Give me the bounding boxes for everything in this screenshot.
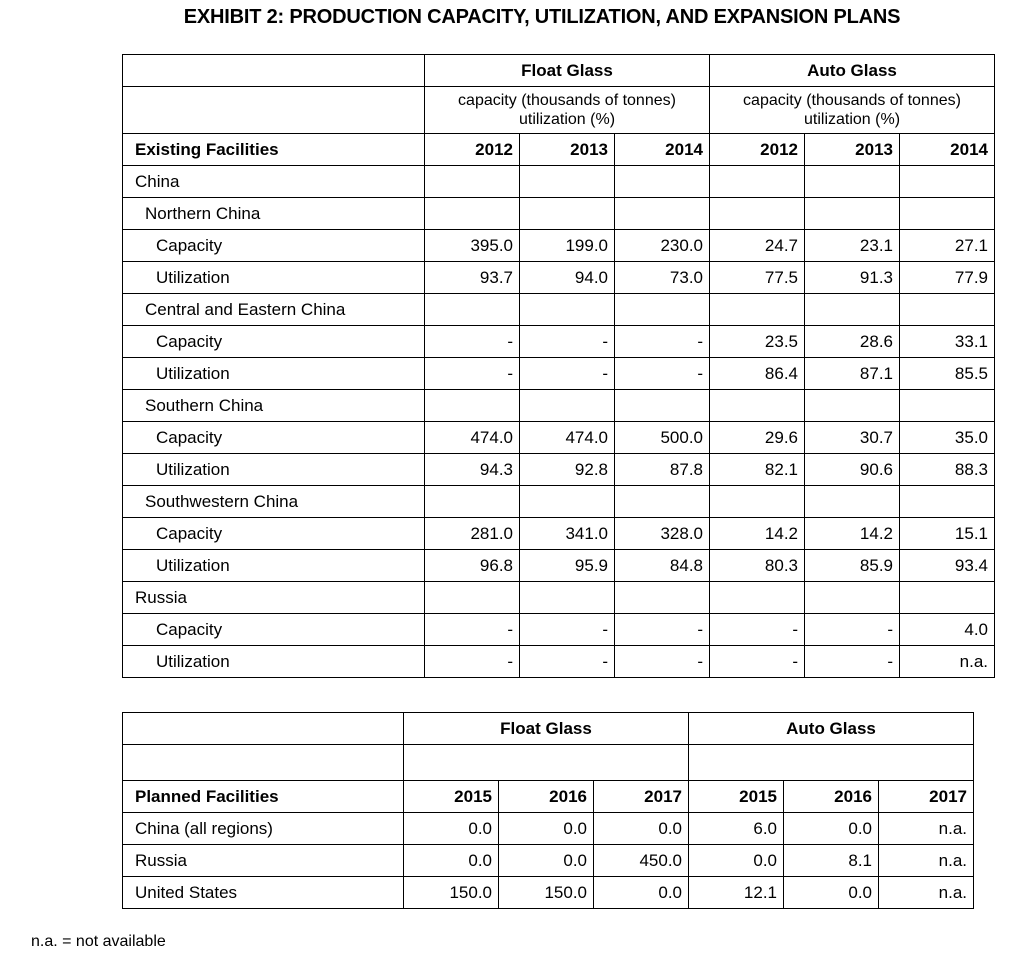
table-row <box>123 294 995 326</box>
data-cell <box>805 390 900 422</box>
data-cell: 35.0 <box>900 422 995 454</box>
row-label: Capacity <box>123 422 425 454</box>
data-cell: 91.3 <box>805 262 900 294</box>
data-cell: - <box>425 326 520 358</box>
data-cell <box>900 294 995 326</box>
data-cell: 28.6 <box>805 326 900 358</box>
data-cell: n.a. <box>900 646 995 678</box>
data-cell: 8.1 <box>784 845 879 877</box>
data-cell: 94.3 <box>425 454 520 486</box>
row-label: Northern China <box>123 198 425 230</box>
data-cell: - <box>520 358 615 390</box>
data-cell: 474.0 <box>520 422 615 454</box>
data-cell: 33.1 <box>900 326 995 358</box>
data-cell <box>425 582 520 614</box>
group-header-row <box>123 55 995 87</box>
data-cell <box>710 486 805 518</box>
data-cell: 23.5 <box>710 326 805 358</box>
data-cell: 0.0 <box>594 877 689 909</box>
data-cell <box>710 294 805 326</box>
year-header-cell: 2016 <box>499 781 594 813</box>
table-row <box>123 262 995 294</box>
group-header-float-glass: Float Glass <box>404 713 689 745</box>
data-cell <box>615 486 710 518</box>
unit-line-capacity: capacity (thousands of tonnes) <box>458 92 676 109</box>
data-cell <box>520 198 615 230</box>
table-row <box>123 390 995 422</box>
data-cell <box>805 582 900 614</box>
column-header-existing-facilities: Existing Facilities <box>123 134 425 166</box>
data-cell: 82.1 <box>710 454 805 486</box>
year-header-cell: 2013 <box>520 134 615 166</box>
data-cell: - <box>805 614 900 646</box>
data-cell: 93.7 <box>425 262 520 294</box>
data-cell: 6.0 <box>689 813 784 845</box>
data-cell <box>710 582 805 614</box>
data-cell: n.a. <box>879 877 974 909</box>
data-cell: 0.0 <box>594 813 689 845</box>
footnote: n.a. = not available <box>31 933 166 950</box>
data-cell: 199.0 <box>520 230 615 262</box>
table-row <box>123 550 995 582</box>
table-row <box>123 358 995 390</box>
table-row <box>123 486 995 518</box>
year-header-cell: 2012 <box>710 134 805 166</box>
row-label: Southern China <box>123 390 425 422</box>
data-cell: 341.0 <box>520 518 615 550</box>
data-cell <box>900 582 995 614</box>
table-row <box>123 813 974 845</box>
data-cell <box>805 166 900 198</box>
data-cell: 150.0 <box>404 877 499 909</box>
data-cell: 4.0 <box>900 614 995 646</box>
row-label: Utilization <box>123 454 425 486</box>
group-header-row <box>123 713 974 745</box>
data-cell: 73.0 <box>615 262 710 294</box>
data-cell <box>900 166 995 198</box>
empty-corner-cell <box>123 713 404 745</box>
data-cell: 150.0 <box>499 877 594 909</box>
table-row <box>123 646 995 678</box>
data-cell <box>425 198 520 230</box>
data-cell: 230.0 <box>615 230 710 262</box>
data-cell <box>805 294 900 326</box>
data-cell: 77.9 <box>900 262 995 294</box>
year-header-cell: 2015 <box>404 781 499 813</box>
year-header-row <box>123 781 974 813</box>
row-label: Capacity <box>123 614 425 646</box>
row-label: Utilization <box>123 646 425 678</box>
table-row <box>123 845 974 877</box>
data-cell <box>900 390 995 422</box>
data-cell: 95.9 <box>520 550 615 582</box>
unit-line-capacity: capacity (thousands of tonnes) <box>743 92 961 109</box>
data-cell: - <box>425 358 520 390</box>
row-label: Russia <box>123 582 425 614</box>
data-cell: n.a. <box>879 845 974 877</box>
data-cell: 0.0 <box>404 845 499 877</box>
data-cell <box>805 486 900 518</box>
column-header-planned-facilities: Planned Facilities <box>123 781 404 813</box>
year-header-row <box>123 134 995 166</box>
empty-unit-cell <box>404 745 689 781</box>
data-cell: 87.8 <box>615 454 710 486</box>
data-cell: - <box>520 646 615 678</box>
row-label: Southwestern China <box>123 486 425 518</box>
row-label: Russia <box>123 845 404 877</box>
data-cell <box>425 390 520 422</box>
data-cell <box>710 390 805 422</box>
data-cell <box>615 390 710 422</box>
data-cell: - <box>710 646 805 678</box>
year-header-cell: 2015 <box>689 781 784 813</box>
data-cell: - <box>615 326 710 358</box>
data-cell: n.a. <box>879 813 974 845</box>
data-cell: 93.4 <box>900 550 995 582</box>
data-cell <box>425 166 520 198</box>
table-row <box>123 614 995 646</box>
existing-facilities-table <box>122 54 995 678</box>
unit-description-cell <box>425 87 710 134</box>
row-label: Utilization <box>123 262 425 294</box>
data-cell: 92.8 <box>520 454 615 486</box>
data-cell: 96.8 <box>425 550 520 582</box>
data-cell <box>425 294 520 326</box>
unit-description-cell <box>710 87 995 134</box>
row-label: China (all regions) <box>123 813 404 845</box>
data-cell: 14.2 <box>805 518 900 550</box>
data-cell: 0.0 <box>499 813 594 845</box>
data-cell <box>615 582 710 614</box>
group-header-auto-glass: Auto Glass <box>710 55 995 87</box>
data-cell <box>710 166 805 198</box>
year-header-cell: 2012 <box>425 134 520 166</box>
row-label: Capacity <box>123 230 425 262</box>
table-row <box>123 582 995 614</box>
row-label: Utilization <box>123 550 425 582</box>
data-cell: - <box>615 614 710 646</box>
data-cell: 77.5 <box>710 262 805 294</box>
data-cell: 12.1 <box>689 877 784 909</box>
data-cell <box>710 198 805 230</box>
table-row <box>123 230 995 262</box>
data-cell: - <box>520 326 615 358</box>
data-cell: - <box>615 358 710 390</box>
year-header-cell: 2017 <box>594 781 689 813</box>
table-row <box>123 877 974 909</box>
year-header-cell: 2016 <box>784 781 879 813</box>
data-cell <box>900 198 995 230</box>
group-header-auto-glass: Auto Glass <box>689 713 974 745</box>
data-cell: 0.0 <box>784 813 879 845</box>
empty-unit-cell <box>689 745 974 781</box>
data-cell: - <box>615 646 710 678</box>
table-row <box>123 166 995 198</box>
data-cell <box>900 486 995 518</box>
data-cell: 15.1 <box>900 518 995 550</box>
data-cell: 450.0 <box>594 845 689 877</box>
data-cell <box>615 166 710 198</box>
data-cell: 85.5 <box>900 358 995 390</box>
data-cell <box>520 294 615 326</box>
data-cell: 84.8 <box>615 550 710 582</box>
table-row <box>123 454 995 486</box>
data-cell: 0.0 <box>689 845 784 877</box>
year-header-cell: 2017 <box>879 781 974 813</box>
data-cell: 90.6 <box>805 454 900 486</box>
data-cell: 27.1 <box>900 230 995 262</box>
data-cell <box>425 486 520 518</box>
year-header-cell: 2014 <box>900 134 995 166</box>
data-cell: - <box>710 614 805 646</box>
data-cell: 94.0 <box>520 262 615 294</box>
empty-corner-cell <box>123 745 404 781</box>
table-row <box>123 422 995 454</box>
blank-header-row <box>123 745 974 781</box>
data-cell: - <box>425 646 520 678</box>
row-label: Capacity <box>123 518 425 550</box>
data-cell: 29.6 <box>710 422 805 454</box>
row-label: Central and Eastern China <box>123 294 425 326</box>
data-cell: 86.4 <box>710 358 805 390</box>
data-cell: 0.0 <box>784 877 879 909</box>
planned-facilities-table <box>122 712 974 909</box>
data-cell: - <box>520 614 615 646</box>
data-cell: 14.2 <box>710 518 805 550</box>
group-header-float-glass: Float Glass <box>425 55 710 87</box>
data-cell <box>520 390 615 422</box>
data-cell: 281.0 <box>425 518 520 550</box>
data-cell: 24.7 <box>710 230 805 262</box>
row-label: Capacity <box>123 326 425 358</box>
year-header-cell: 2013 <box>805 134 900 166</box>
data-cell: 0.0 <box>499 845 594 877</box>
data-cell: 474.0 <box>425 422 520 454</box>
row-label: Utilization <box>123 358 425 390</box>
data-cell <box>615 198 710 230</box>
data-cell <box>520 486 615 518</box>
data-cell: 500.0 <box>615 422 710 454</box>
row-label: China <box>123 166 425 198</box>
unit-header-row <box>123 87 995 134</box>
empty-corner-cell <box>123 55 425 87</box>
data-cell: - <box>425 614 520 646</box>
data-cell <box>520 582 615 614</box>
year-header-cell: 2014 <box>615 134 710 166</box>
row-label: United States <box>123 877 404 909</box>
data-cell: - <box>805 646 900 678</box>
data-cell: 23.1 <box>805 230 900 262</box>
data-cell: 80.3 <box>710 550 805 582</box>
data-cell: 395.0 <box>425 230 520 262</box>
exhibit-title: EXHIBIT 2: PRODUCTION CAPACITY, UTILIZATION, AND EXPANSION PLANS <box>183 6 901 28</box>
data-cell: 328.0 <box>615 518 710 550</box>
table-row <box>123 518 995 550</box>
table-row <box>123 326 995 358</box>
unit-line-utilization: utilization (%) <box>803 111 901 128</box>
empty-corner-cell <box>123 87 425 134</box>
data-cell: 85.9 <box>805 550 900 582</box>
data-cell <box>805 198 900 230</box>
data-cell: 87.1 <box>805 358 900 390</box>
table-row <box>123 198 995 230</box>
data-cell <box>520 166 615 198</box>
data-cell: 88.3 <box>900 454 995 486</box>
unit-line-utilization: utilization (%) <box>518 111 616 128</box>
data-cell <box>615 294 710 326</box>
data-cell: 30.7 <box>805 422 900 454</box>
data-cell: 0.0 <box>404 813 499 845</box>
